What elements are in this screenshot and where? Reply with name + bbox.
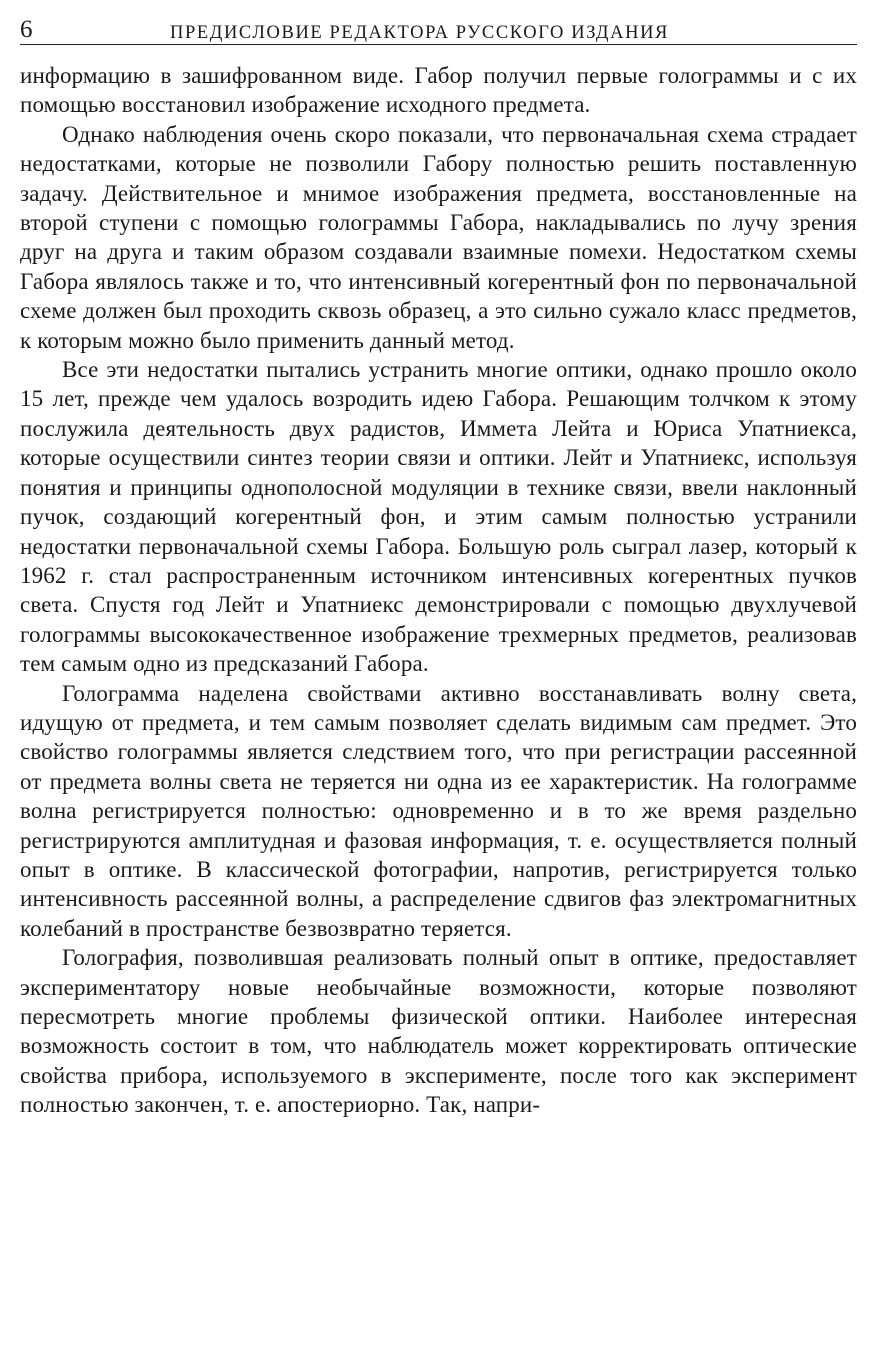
paragraph-continuation: информацию в зашифрованном виде. Габор получил первые голограммы и с их помощью восстановил изображение исходного предмета. [20, 63, 857, 118]
body-text [20, 61, 857, 1120]
paragraph-leith-upatnieks: Все эти недостатки пытались устранить многие оптики, однако прошло около 15 лет, прежде чем удалось возродить идею Габора. Решающим толчком к этому послужила деятельность двух радистов, Иммета Лейта и Юриса Упатниекса, которые осуществили синтез теории связи и оптики. Лейт и Упатниекс, используя понятия и принципы однополосной модуляции в технике связи, ввели наклонный пучок, создающий когерентный фон, и этим самым полностью устранили недостатки первоначальной схемы Габора. Большую роль сыграл лазер, который к 1962 г. стал распространенным источником интенсивных когерентных пучков света. Спустя год Лейт и Упатниекс демонстрировали с помощью двухлучевой голограммы высококачественное изображение трехмерных предметов, реализовав тем самым одно из предсказаний Габора. [20, 357, 857, 677]
paragraph-hologram-properties: Голограмма наделена свойствами активно восстанавливать волну света, идущую от предмета, и тем самым позволяет сделать видимым сам предмет. Это свойство голограммы является следствием того, что при регистрации рассеянной от предмета волны света не теряется ни одна из ее характеристик. На голограмме волна регистрируется полностью: одновременно и в то же время раздельно регистрируются амплитудная и фазовая информация, т. е. осуществляется полный опыт в оптике. В классической фотографии, напротив, регистрируется только интенсивность рассеянной волны, а распределение сдвигов фаз электромагнитных колебаний в пространстве безвозвратно теряется. [20, 680, 857, 941]
paragraph-holography-possibilities: Голография, позволившая реализовать полный опыт в оптике, предоставляет экспериментатору новые необычайные возможности, которые позволяют пересмотреть многие проблемы физической оптики. Наиболее интересная возможность состоит в том, что наблюдатель может корректировать оптические свойства прибора, используемого в эксперименте, после того как эксперимент полностью закончен, т. е. апостериорно. Так, напри- [20, 945, 857, 1118]
running-title: ПРЕДИСЛОВИЕ РЕДАКТОРА РУССКОГО ИЗДАНИЯ [170, 22, 669, 43]
running-head [20, 14, 857, 45]
paragraph-gabor-shortcomings: Однако наблюдения очень скоро показали, что первоначальная схема страдает недостатками, которые не позволили Габору полностью решить поставленную задачу. Действительное и мнимое изображения предмета, восстановленные на второй ступени с помощью голограммы Габора, накладывались по лучу зрения друг на друга и таким образом создавали взаимные помехи. Недостатком схемы Габора являлось также и то, что интенсивный когерентный фон по первоначальной схеме должен был проходить сквозь образец, а это сильно сужало класс предметов, к которым можно было применить данный метод. [20, 121, 857, 353]
page-number: 6 [20, 16, 33, 43]
